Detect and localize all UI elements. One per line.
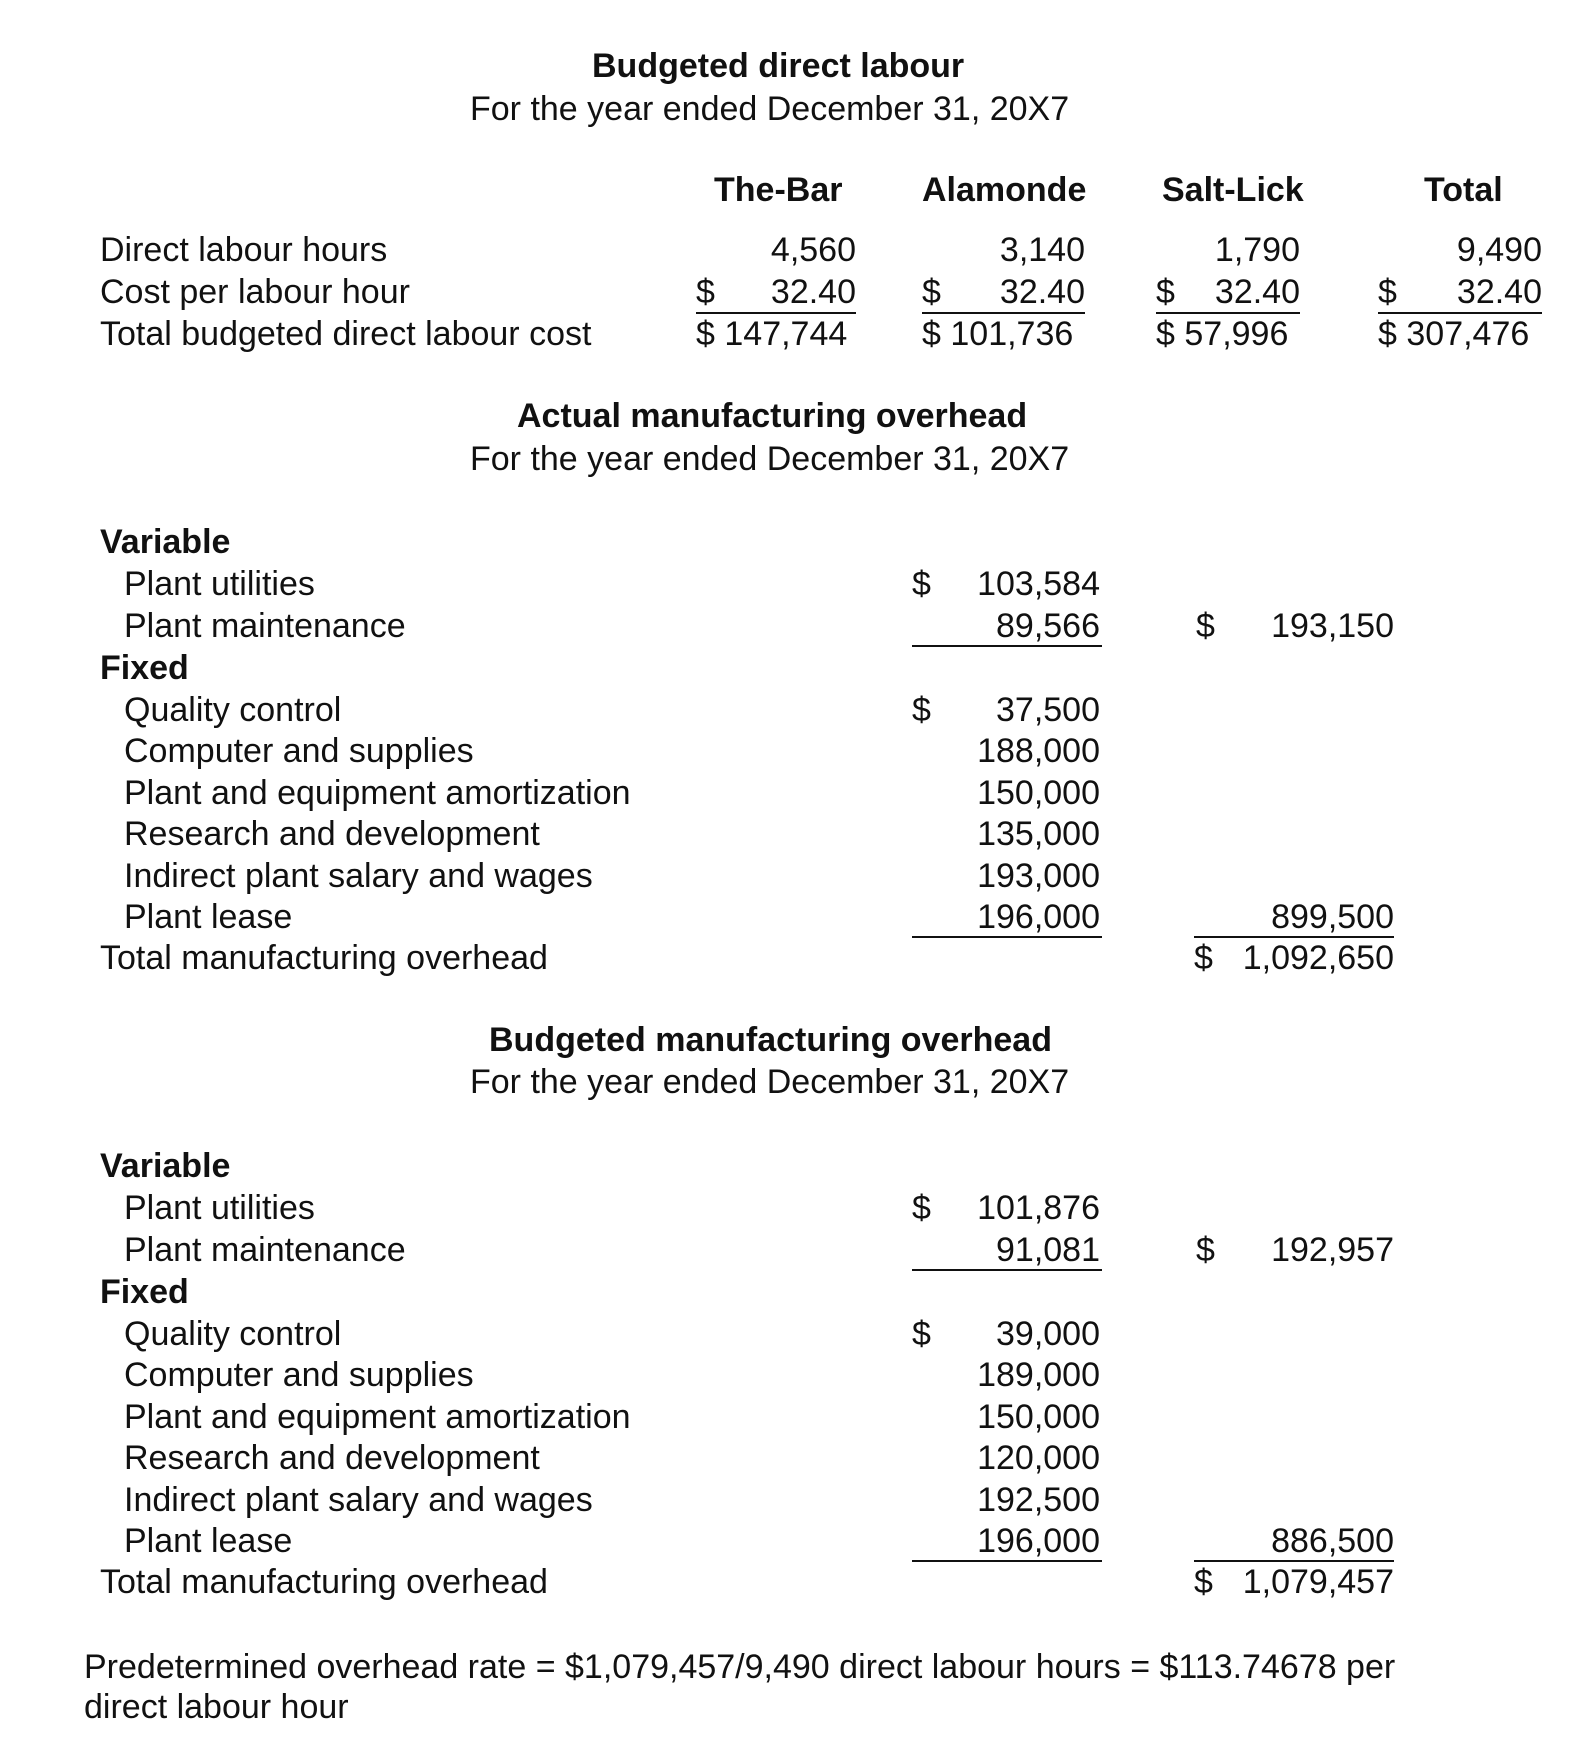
labour-cell-underlined [1378, 272, 1542, 314]
actual-variable-total: 193,150 [1271, 607, 1394, 645]
budgeted-item-label: Plant maintenance [124, 1231, 406, 1269]
budgeted-variable-total: 192,957 [1271, 1231, 1394, 1269]
labour-total-cell [696, 314, 847, 355]
labour-subtitle: For the year ended December 31, 20X7 [470, 90, 1070, 128]
actual-title: Actual manufacturing overhead [517, 397, 1028, 435]
labour-cell: 32.40 [770, 273, 856, 311]
budgeted-title: Budgeted manufacturing overhead [489, 1021, 1052, 1059]
col-header-salt-lick: Salt-Lick [1162, 171, 1304, 209]
labour-cell: 32.40 [1456, 273, 1542, 311]
underline [912, 1269, 1102, 1271]
labour-cell: 32.40 [999, 273, 1085, 311]
budgeted-item-value: 189,000 [977, 1356, 1100, 1394]
actual-item-value: 135,000 [977, 815, 1100, 853]
labour-total-cell [1378, 314, 1529, 355]
actual-item-value: 37,500 [996, 691, 1100, 729]
labour-row-label: Total budgeted direct labour cost [100, 315, 592, 353]
budgeted-grand-total: 1,079,457 [1242, 1563, 1394, 1601]
currency-symbol: $ [696, 315, 715, 353]
labour-cell: 4,560 [770, 231, 856, 269]
labour-row-label: Direct labour hours [100, 231, 388, 269]
actual-item-label: Plant lease [124, 898, 293, 936]
budgeted-item-label: Plant and equipment amortization [124, 1398, 631, 1436]
underline [912, 936, 1102, 938]
budgeted-variable-heading: Variable [100, 1147, 231, 1185]
labour-cell: 147,744 [724, 315, 848, 353]
labour-cell: 3,140 [999, 231, 1085, 269]
budgeted-item-value: 101,876 [977, 1189, 1100, 1227]
labour-row-label: Cost per labour hour [100, 273, 410, 311]
budgeted-fixed-total: 886,500 [1271, 1522, 1394, 1560]
currency-symbol: $ [912, 691, 931, 729]
labour-cell: 32.40 [1214, 273, 1300, 311]
labour-total-cell [922, 314, 1073, 355]
actual-item-label: Indirect plant salary and wages [124, 857, 593, 895]
budgeted-item-label: Indirect plant salary and wages [124, 1481, 593, 1519]
currency-symbol: $ [1378, 315, 1397, 353]
currency-symbol: $ [1196, 1231, 1215, 1269]
currency-symbol: $ [1378, 273, 1397, 311]
currency-symbol: $ [1156, 273, 1175, 311]
actual-fixed-heading: Fixed [100, 649, 189, 687]
labour-cell-underlined [1156, 272, 1300, 314]
budgeted-item-value: 91,081 [996, 1231, 1100, 1269]
actual-fixed-total: 899,500 [1271, 898, 1394, 936]
actual-item-value: 196,000 [977, 898, 1100, 936]
budgeted-item-label: Research and development [124, 1439, 540, 1477]
currency-symbol: $ [1156, 315, 1175, 353]
budgeted-item-value: 39,000 [996, 1315, 1100, 1353]
currency-symbol: $ [922, 315, 941, 353]
actual-item-label: Research and development [124, 815, 540, 853]
labour-total-cell [1156, 314, 1288, 355]
budgeted-item-label: Computer and supplies [124, 1356, 474, 1394]
budgeted-item-value: 150,000 [977, 1398, 1100, 1436]
actual-item-value: 103,584 [977, 565, 1100, 603]
currency-symbol: $ [1196, 607, 1215, 645]
underline [912, 1560, 1102, 1562]
currency-symbol: $ [1194, 939, 1213, 977]
actual-item-label: Quality control [124, 691, 342, 729]
currency-symbol: $ [912, 1189, 931, 1227]
labour-cell-underlined [922, 272, 1085, 314]
currency-symbol: $ [912, 565, 931, 603]
col-header-alamonde: Alamonde [922, 171, 1087, 209]
labour-cell-underlined [696, 272, 856, 314]
actual-variable-heading: Variable [100, 523, 231, 561]
budgeted-item-value: 120,000 [977, 1439, 1100, 1477]
footer-line-2: direct labour hour [84, 1688, 349, 1726]
labour-title: Budgeted direct labour [592, 47, 965, 85]
actual-grand-total: 1,092,650 [1242, 939, 1394, 977]
labour-cell: 101,736 [950, 315, 1074, 353]
budgeted-item-label: Plant utilities [124, 1189, 315, 1227]
actual-item-label: Plant maintenance [124, 607, 406, 645]
budgeted-item-value: 196,000 [977, 1522, 1100, 1560]
budgeted-total-label: Total manufacturing overhead [100, 1563, 548, 1601]
actual-item-value: 89,566 [996, 607, 1100, 645]
currency-symbol: $ [1194, 1563, 1213, 1601]
actual-item-value: 188,000 [977, 732, 1100, 770]
col-header-total: Total [1424, 171, 1503, 209]
labour-cell: 307,476 [1406, 315, 1530, 353]
actual-item-value: 150,000 [977, 774, 1100, 812]
budgeted-fixed-heading: Fixed [100, 1273, 189, 1311]
actual-item-value: 193,000 [977, 857, 1100, 895]
underline [912, 645, 1102, 647]
actual-total-label: Total manufacturing overhead [100, 939, 548, 977]
actual-item-label: Computer and supplies [124, 732, 474, 770]
budgeted-item-label: Quality control [124, 1315, 342, 1353]
labour-cell: 9,490 [1456, 231, 1542, 269]
budgeted-subtitle: For the year ended December 31, 20X7 [470, 1063, 1070, 1101]
currency-symbol: $ [696, 273, 715, 311]
currency-symbol: $ [922, 273, 941, 311]
footer-line-1: Predetermined overhead rate = $1,079,457/9,490 direct labour hours = $113.74678 per [84, 1648, 1396, 1686]
actual-item-label: Plant and equipment amortization [124, 774, 631, 812]
col-header-the-bar: The-Bar [714, 171, 843, 209]
actual-item-label: Plant utilities [124, 565, 315, 603]
budgeted-item-label: Plant lease [124, 1522, 293, 1560]
labour-cell: 57,996 [1184, 315, 1289, 353]
budgeted-item-value: 192,500 [977, 1481, 1100, 1519]
labour-cell: 1,790 [1214, 231, 1300, 269]
currency-symbol: $ [912, 1315, 931, 1353]
actual-subtitle: For the year ended December 31, 20X7 [470, 440, 1070, 478]
